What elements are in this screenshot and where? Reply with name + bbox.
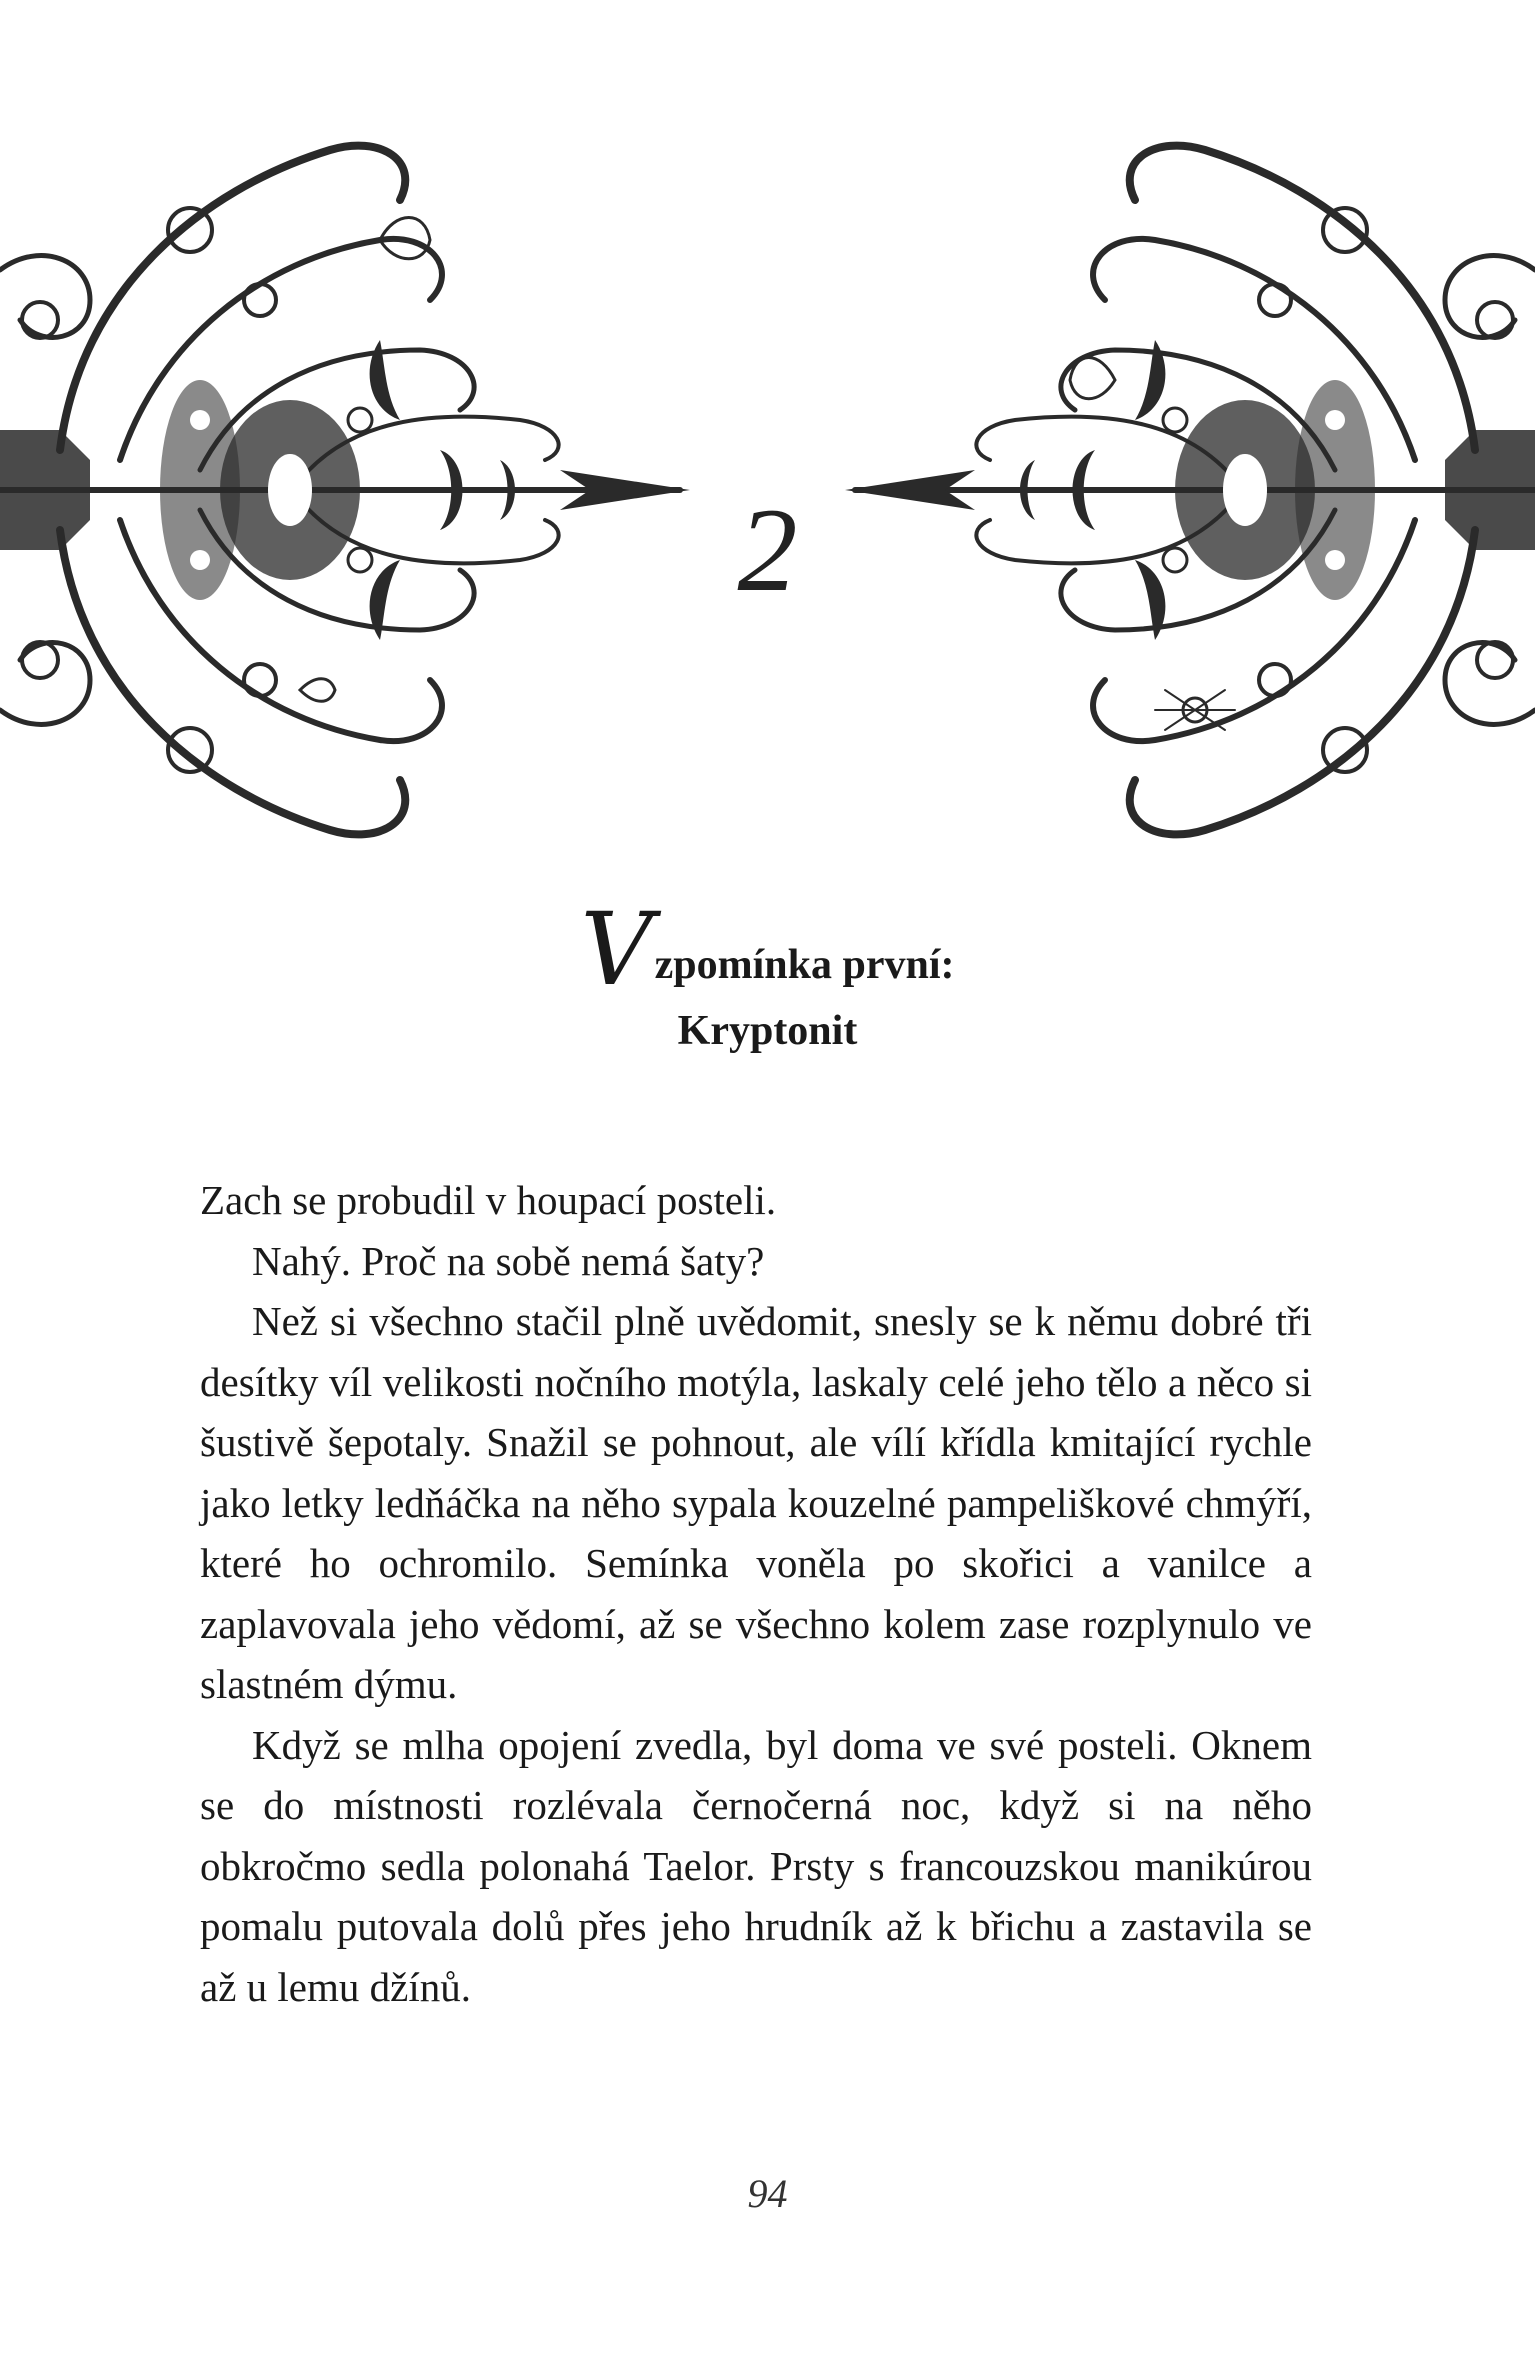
paragraph: Když se mlha opojení zvedla, byl doma ve své posteli. Oknem se do místnosti rozlévala černočerná noc, když si na něho obkročmo sedla polonahá Taelor. Prsty s francouzskou manikúrou pomalu putovala dolů přes jeho hrudník až k břichu a zastavila se až u lemu džínů. <box>200 1721 1312 2010</box>
chapter-subtitle: Kryptonit <box>677 1008 858 1054</box>
page-number: 94 <box>747 2171 788 2216</box>
chapter-heading-line1 <box>580 891 955 1008</box>
paragraph: Nahý. Proč na sobě nemá šaty? <box>252 1237 765 1284</box>
right-filigree-ornament <box>845 90 1535 890</box>
body-text <box>200 1170 1312 2017</box>
paragraph: Než si všechno stačil plně uvědomit, snesly se k němu dobré tři desítky víl velikosti nočního motýla, laskaly celé jeho tělo a něco si šustivě šepotaly. Snažil se pohnout, ale vílí křídla kmitající rychle jako letky ledňáčka na něho sypala kouzelné pampeliškové chmýří, které ho ochromilo. Semínka voněla po skořici a vanilce a zaplavovala jeho vědomí, až se všechno kolem zase rozplynulo ve slastném dýmu. <box>200 1298 1312 1707</box>
left-filigree-ornament <box>0 90 690 890</box>
chapter-number: 2 <box>737 483 798 616</box>
chapter-ornament-band <box>0 90 1535 890</box>
chapter-heading-line1-text: zpomínka první: <box>654 942 955 988</box>
chapter-heading <box>0 891 1535 1061</box>
decorative-initial: V <box>580 891 653 1008</box>
paragraph: Zach se probudil v houpací posteli. <box>200 1177 777 1223</box>
